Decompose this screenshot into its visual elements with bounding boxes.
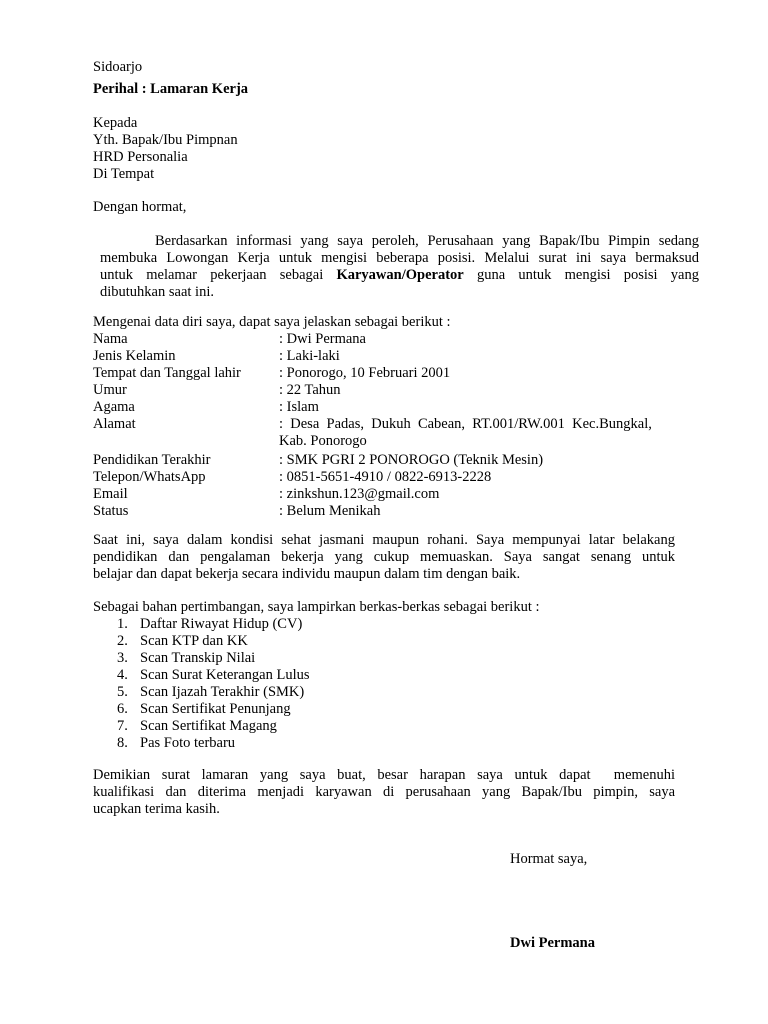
data-row-name	[93, 331, 673, 348]
greeting: Dengan hormat,	[93, 199, 187, 215]
condition-line: Saat ini, saya dalam kondisi sehat jasmani maupun rohani. Saya mempunyai latar belakang	[93, 532, 675, 548]
data-label: Status	[93, 503, 129, 519]
list-item	[117, 684, 310, 701]
list-item	[117, 633, 310, 650]
data-label: Tempat dan Tanggal lahir	[93, 365, 241, 381]
data-label: Telepon/WhatsApp	[93, 469, 206, 485]
recipient-block	[93, 115, 238, 183]
list-number: 6.	[117, 701, 128, 717]
list-number: 1.	[117, 616, 128, 632]
data-value: : Belum Menikah	[279, 503, 381, 519]
list-number: 2.	[117, 633, 128, 649]
data-row-age	[93, 382, 673, 399]
closing-line: ucapkan terima kasih.	[93, 801, 220, 817]
list-item	[117, 616, 310, 633]
attachments-list	[117, 616, 310, 752]
data-label: Pendidikan Terakhir	[93, 452, 211, 468]
data-value: : 0851-5651-4910 / 0822-6913-2228	[279, 469, 492, 485]
data-value: Kab. Ponorogo	[279, 433, 367, 449]
data-row-address-cont	[93, 433, 673, 450]
list-text: Daftar Riwayat Hidup (CV)	[140, 616, 303, 632]
data-row-education	[93, 452, 673, 469]
list-text: Pas Foto terbaru	[140, 735, 236, 751]
data-label: Umur	[93, 382, 127, 398]
intro-paragraph	[100, 233, 699, 301]
data-value: : zinkshun.123@gmail.com	[279, 486, 440, 502]
list-text: Scan Sertifikat Magang	[140, 718, 277, 734]
recipient-line: Di Tempat	[93, 166, 155, 182]
intro-line-after: guna untuk mengisi posisi yang	[476, 267, 699, 283]
data-label: Alamat	[93, 416, 136, 432]
data-value: : 22 Tahun	[279, 382, 341, 398]
list-text: Scan Ijazah Terakhir (SMK)	[140, 684, 305, 700]
list-number: 4.	[117, 667, 128, 683]
closing-line: kualifikasi dan diterima menjadi karyawan di perusahaan yang Bapak/Ibu pimpin, saya	[93, 784, 675, 800]
data-value: : Dwi Permana	[279, 331, 366, 347]
recipient-line: HRD Personalia	[93, 149, 188, 165]
intro-line: dibutuhkan saat ini.	[100, 284, 214, 300]
data-value: : Islam	[279, 399, 319, 415]
list-number: 8.	[117, 735, 128, 751]
list-item	[117, 701, 310, 718]
data-row-address	[93, 416, 673, 433]
intro-line-before: untuk melamar pekerjaan sebagai	[100, 267, 324, 283]
data-row-birth	[93, 365, 673, 382]
list-item	[117, 718, 310, 735]
signature-name: Dwi Permana	[510, 935, 595, 951]
data-intro: Mengenai data diri saya, dapat saya jelaskan sebagai berikut :	[93, 314, 451, 330]
data-label: Nama	[93, 331, 128, 347]
condition-line: pendidikan dan pengalaman bekerja yang cukup memuaskan. Saya sangat senang untuk	[93, 549, 675, 565]
list-item	[117, 650, 310, 667]
data-row-phone	[93, 469, 673, 486]
data-label: Jenis Kelamin	[93, 348, 176, 364]
data-row-status	[93, 503, 673, 520]
list-text: Scan KTP dan KK	[140, 633, 248, 649]
closing-line: Demikian surat lamaran yang saya buat, besar harapan saya untuk dapat memenuhi	[93, 767, 675, 783]
subject-line: Perihal : Lamaran Kerja	[93, 81, 249, 97]
intro-line: membuka Lowongan Kerja untuk mengisi beberapa posisi. Melalui surat ini saya bermaksud	[100, 250, 699, 266]
recipient-line: Kepada	[93, 115, 138, 131]
attachments-intro: Sebagai bahan pertimbangan, saya lampirkan berkas-berkas sebagai berikut :	[93, 599, 540, 615]
data-row-email	[93, 486, 673, 503]
condition-line: belajar dan dapat bekerja secara individu maupun dalam tim dengan baik.	[93, 566, 521, 582]
list-number: 3.	[117, 650, 128, 666]
position-applied: Karyawan/Operator	[336, 267, 464, 283]
regards-text: Hormat saya,	[510, 851, 588, 867]
list-number: 7.	[117, 718, 128, 734]
data-value: : Laki-laki	[279, 348, 340, 364]
list-text: Scan Surat Keterangan Lulus	[140, 667, 310, 683]
data-value: : Ponorogo, 10 Februari 2001	[279, 365, 451, 381]
list-number: 5.	[117, 684, 128, 700]
condition-paragraph	[93, 532, 675, 583]
list-item	[117, 735, 310, 752]
intro-line-position	[100, 267, 699, 284]
data-label: Agama	[93, 399, 135, 415]
data-row-religion	[93, 399, 673, 416]
closing-paragraph	[93, 767, 675, 818]
list-text: Scan Transkip Nilai	[140, 650, 256, 666]
recipient-line: Yth. Bapak/Ibu Pimpnan	[93, 132, 238, 148]
list-item	[117, 667, 310, 684]
intro-line: Berdasarkan informasi yang saya peroleh, Perusahaan yang Bapak/Ibu Pimpin sedang	[155, 233, 699, 249]
data-value: : SMK PGRI 2 PONOROGO (Teknik Mesin)	[279, 452, 544, 468]
data-row-gender	[93, 348, 673, 365]
list-text: Scan Sertifikat Penunjang	[140, 701, 291, 717]
personal-data-table	[93, 331, 673, 520]
city-line: Sidoarjo	[93, 59, 143, 75]
data-label: Email	[93, 486, 128, 502]
data-value: : Desa Padas, Dukuh Cabean, RT.001/RW.001 Kec.Bungkal,	[279, 416, 652, 432]
